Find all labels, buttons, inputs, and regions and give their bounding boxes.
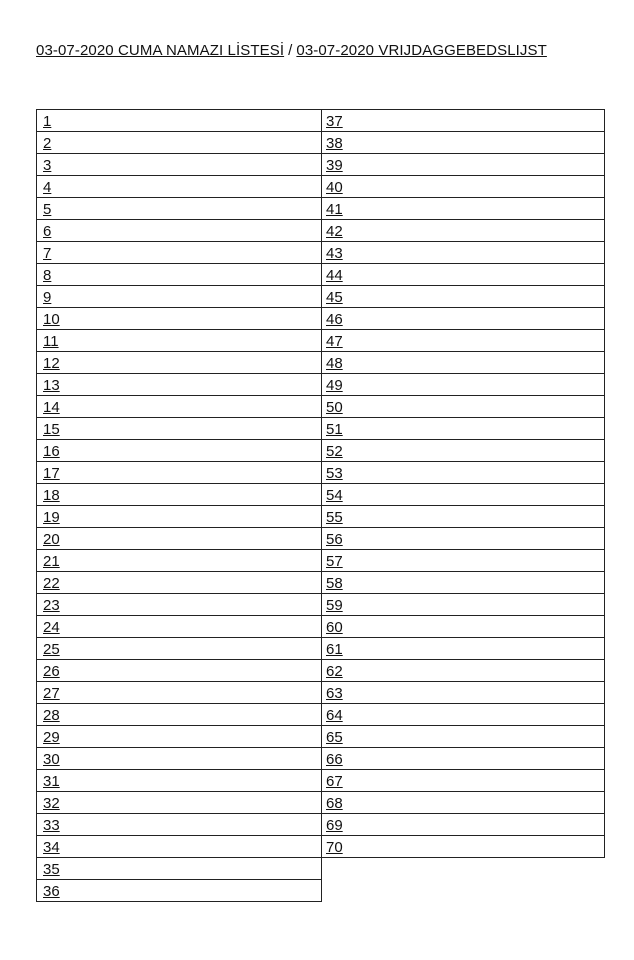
list-row: 51 bbox=[320, 418, 604, 440]
list-row: 69 bbox=[320, 814, 604, 836]
list-row: 66 bbox=[320, 748, 604, 770]
list-row: 20 bbox=[37, 528, 321, 550]
list-row: 21 bbox=[37, 550, 321, 572]
list-row: 32 bbox=[37, 792, 321, 814]
attendance-list-left-column bbox=[36, 109, 322, 902]
list-row: 34 bbox=[37, 836, 321, 858]
page-title bbox=[36, 42, 547, 59]
list-row: 10 bbox=[37, 308, 321, 330]
list-row: 18 bbox=[37, 484, 321, 506]
list-row: 41 bbox=[320, 198, 604, 220]
list-row: 22 bbox=[37, 572, 321, 594]
list-row: 39 bbox=[320, 154, 604, 176]
list-row: 23 bbox=[37, 594, 321, 616]
list-row: 53 bbox=[320, 462, 604, 484]
list-row: 36 bbox=[37, 880, 321, 902]
list-row: 50 bbox=[320, 396, 604, 418]
list-row: 28 bbox=[37, 704, 321, 726]
list-row: 63 bbox=[320, 682, 604, 704]
list-row: 17 bbox=[37, 462, 321, 484]
attendance-list-right-column bbox=[320, 109, 605, 858]
list-row: 67 bbox=[320, 770, 604, 792]
list-row: 6 bbox=[37, 220, 321, 242]
list-row: 52 bbox=[320, 440, 604, 462]
list-row: 61 bbox=[320, 638, 604, 660]
list-row: 60 bbox=[320, 616, 604, 638]
list-row: 44 bbox=[320, 264, 604, 286]
title-dutch: 03-07-2020 VRIJDAGGEBEDSLIJST bbox=[296, 42, 547, 59]
list-row: 15 bbox=[37, 418, 321, 440]
list-row: 40 bbox=[320, 176, 604, 198]
list-row: 27 bbox=[37, 682, 321, 704]
list-row: 3 bbox=[37, 154, 321, 176]
list-row: 38 bbox=[320, 132, 604, 154]
list-row: 57 bbox=[320, 550, 604, 572]
list-row: 30 bbox=[37, 748, 321, 770]
list-row: 37 bbox=[320, 110, 604, 132]
list-row: 5 bbox=[37, 198, 321, 220]
list-row: 56 bbox=[320, 528, 604, 550]
list-row: 26 bbox=[37, 660, 321, 682]
list-row: 47 bbox=[320, 330, 604, 352]
list-row: 62 bbox=[320, 660, 604, 682]
list-row: 43 bbox=[320, 242, 604, 264]
list-row: 19 bbox=[37, 506, 321, 528]
list-row: 58 bbox=[320, 572, 604, 594]
title-separator: / bbox=[288, 42, 293, 59]
title-turkish: 03-07-2020 CUMA NAMAZI LİSTESİ bbox=[36, 42, 285, 59]
list-row: 25 bbox=[37, 638, 321, 660]
list-row: 42 bbox=[320, 220, 604, 242]
list-row: 70 bbox=[320, 836, 604, 858]
list-row: 9 bbox=[37, 286, 321, 308]
list-row: 33 bbox=[37, 814, 321, 836]
list-row: 11 bbox=[37, 330, 321, 352]
list-row: 16 bbox=[37, 440, 321, 462]
list-row: 8 bbox=[37, 264, 321, 286]
list-row: 54 bbox=[320, 484, 604, 506]
list-row: 31 bbox=[37, 770, 321, 792]
list-row: 65 bbox=[320, 726, 604, 748]
list-row: 68 bbox=[320, 792, 604, 814]
list-row: 7 bbox=[37, 242, 321, 264]
list-row: 13 bbox=[37, 374, 321, 396]
list-row: 2 bbox=[37, 132, 321, 154]
list-row: 46 bbox=[320, 308, 604, 330]
list-row: 29 bbox=[37, 726, 321, 748]
list-row: 49 bbox=[320, 374, 604, 396]
list-row: 1 bbox=[37, 110, 321, 132]
list-row: 35 bbox=[37, 858, 321, 880]
list-row: 14 bbox=[37, 396, 321, 418]
list-row: 48 bbox=[320, 352, 604, 374]
list-row: 12 bbox=[37, 352, 321, 374]
list-row: 59 bbox=[320, 594, 604, 616]
list-row: 55 bbox=[320, 506, 604, 528]
list-row: 45 bbox=[320, 286, 604, 308]
list-row: 64 bbox=[320, 704, 604, 726]
list-row: 24 bbox=[37, 616, 321, 638]
list-row: 4 bbox=[37, 176, 321, 198]
